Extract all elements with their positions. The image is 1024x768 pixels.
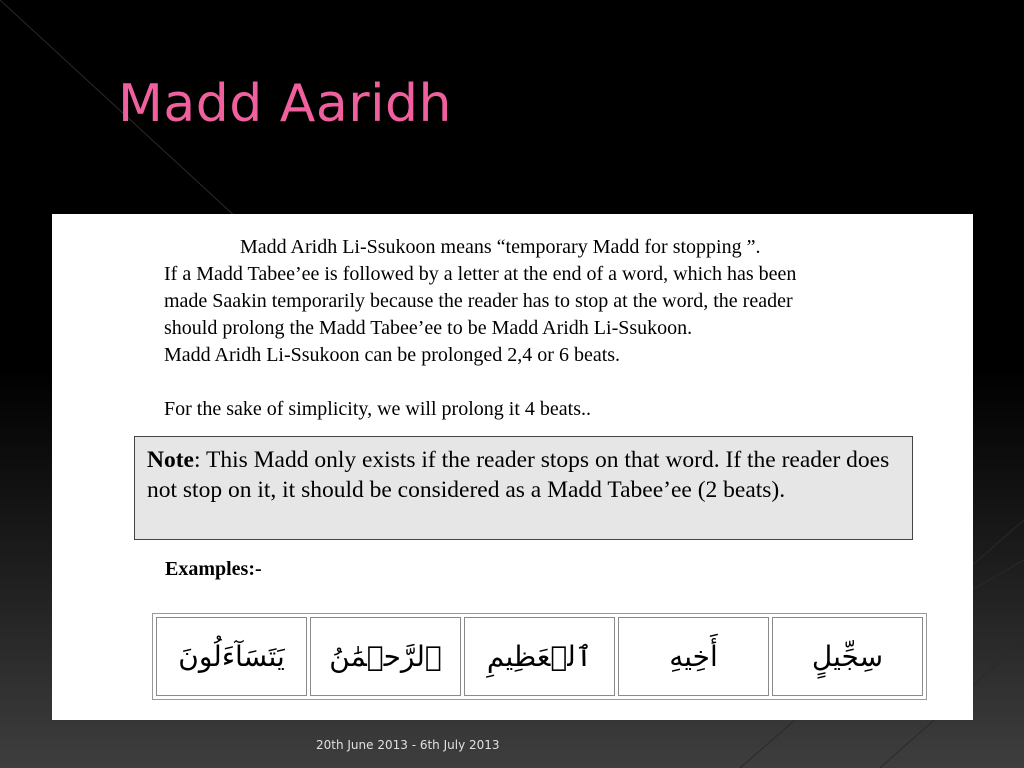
intro-line: should prolong the Madd Tabee’ee to be Madd Aridh Li-Ssukoon. xyxy=(164,317,693,339)
examples-table xyxy=(152,613,927,700)
spacer xyxy=(164,369,964,396)
intro-line: For the sake of simplicity, we will prolong it 4 beats.. xyxy=(164,398,591,420)
example-word: أَخِيهِ xyxy=(618,617,769,696)
note-text: : This Madd only exists if the reader stops on that word. If the reader does not stop on it, it should be considered as a Madd Tabee’ee (2 beats). xyxy=(147,447,890,503)
note-label: Note xyxy=(147,447,194,473)
example-word: ٱلۡعَظِيمِ xyxy=(464,617,615,696)
note-box xyxy=(134,436,913,540)
intro-line: Madd Aridh Li-Ssukoon can be prolonged 2,4 or 6 beats. xyxy=(164,344,621,366)
intro-line: If a Madd Tabee’ee is followed by a letter at the end of a word, which has been xyxy=(164,263,797,285)
examples-heading: Examples:- xyxy=(165,558,262,580)
intro-line-definition: Madd Aridh Li-Ssukoon means “temporary Madd for stopping ”. xyxy=(240,236,761,258)
intro-line: made Saakin temporarily because the reader has to stop at the word, the reader xyxy=(164,290,793,312)
example-word: ٱلرَّحۡمَٰنُ xyxy=(310,617,461,696)
slide-title: Madd Aaridh xyxy=(118,74,453,134)
footer-date: 20th June 2013 - 6th July 2013 xyxy=(316,738,500,752)
example-word: يَتَسَآءَلُونَ xyxy=(156,617,307,696)
content-panel xyxy=(52,214,973,720)
intro-text xyxy=(164,234,964,423)
example-word: سِجِّيلٍ xyxy=(772,617,923,696)
